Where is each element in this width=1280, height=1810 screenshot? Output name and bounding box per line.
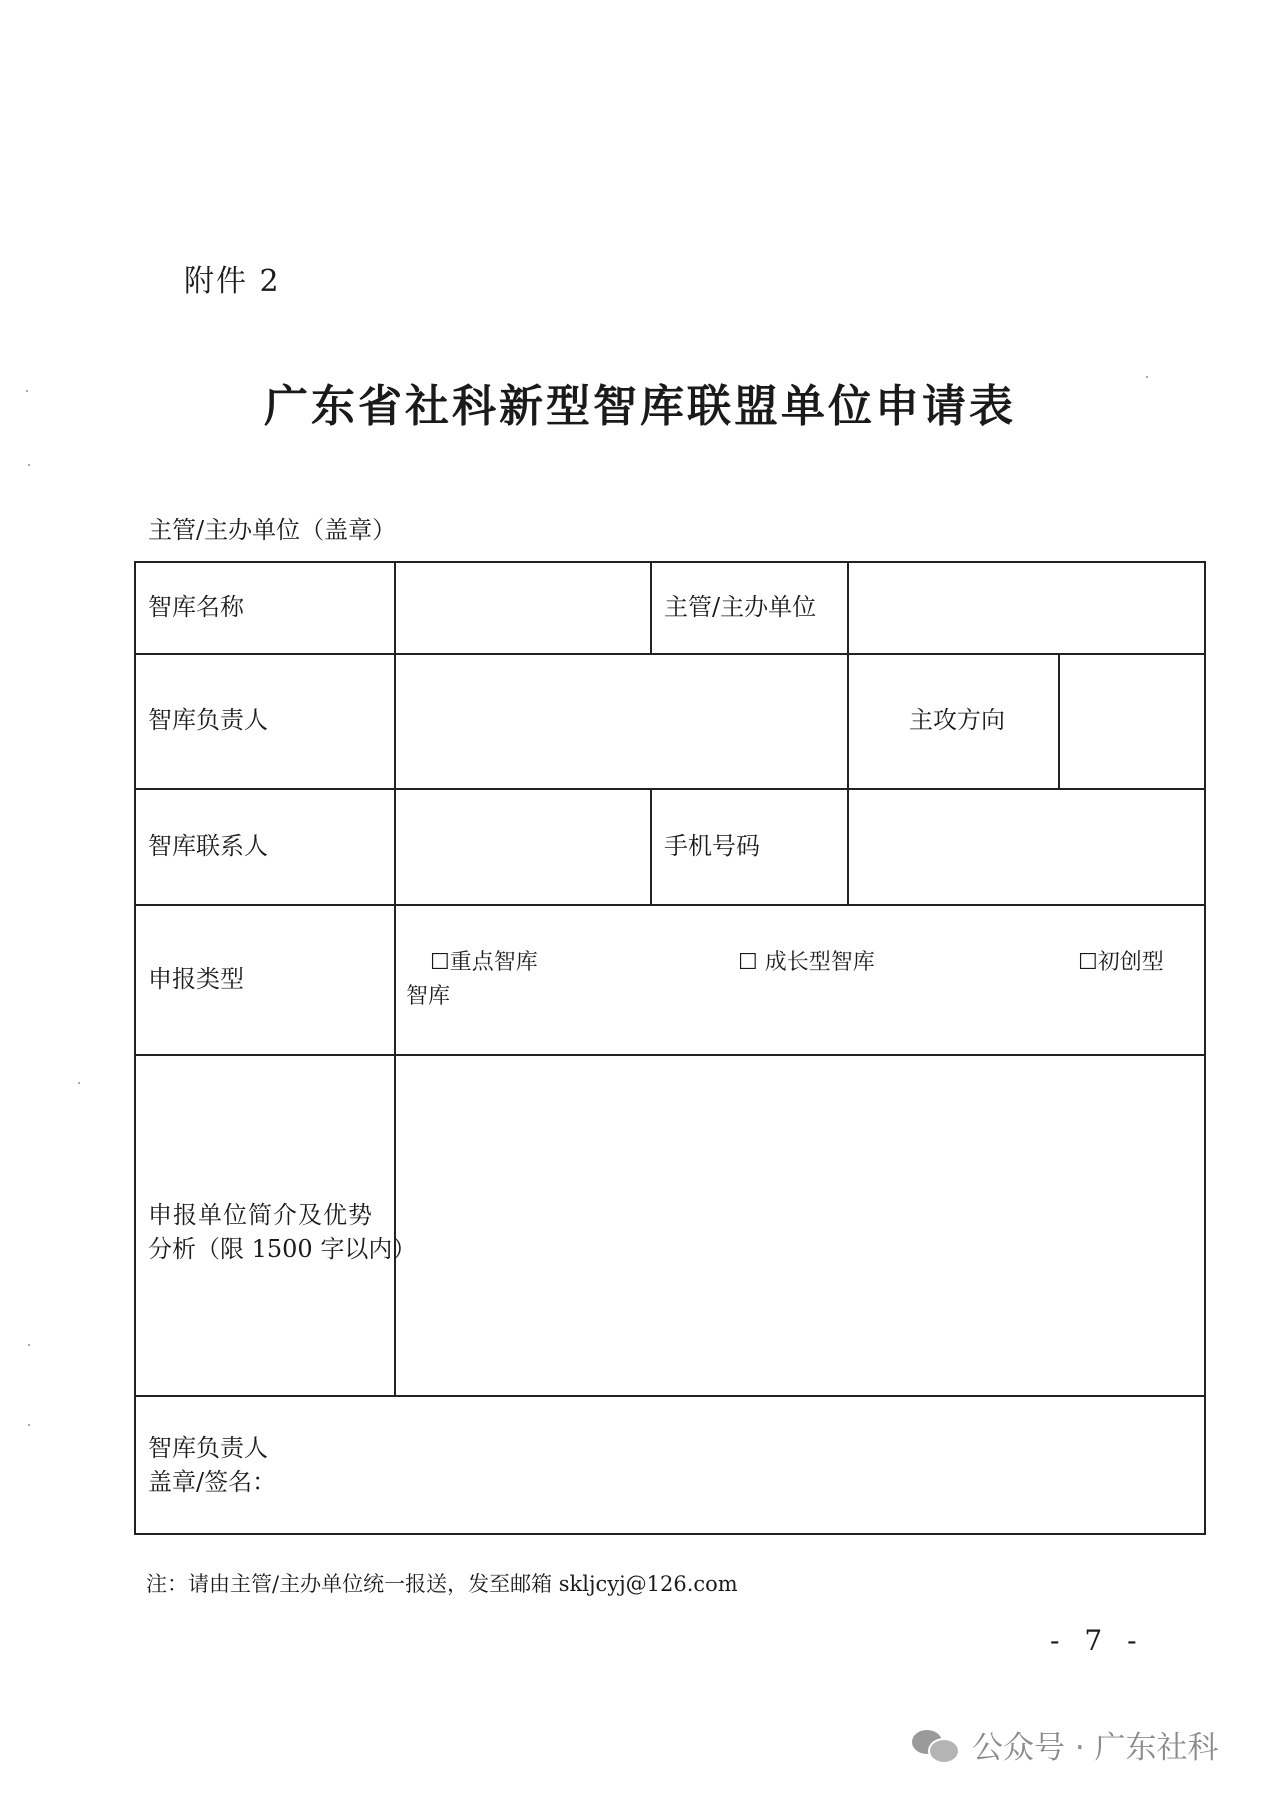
phone-field[interactable] [849, 790, 1204, 904]
type-option-startup[interactable]: ☐初创型 [1078, 950, 1164, 975]
column-divider [650, 788, 652, 904]
application-type-label: 申报类型 [148, 965, 244, 993]
think-tank-name-field[interactable] [396, 563, 650, 653]
scan-speck [78, 1082, 80, 1084]
signature-label-line2: 盖章/签名： [148, 1468, 277, 1496]
wechat-icon [912, 1728, 960, 1762]
phone-label: 手机号码 [664, 832, 760, 860]
type-option-wrap: 智库 [406, 984, 451, 1009]
think-tank-name-label: 智库名称 [148, 593, 244, 621]
attachment-label: 附件 2 [184, 264, 281, 299]
scan-speck [1146, 376, 1148, 378]
signature-label-line1: 智库负责人 [148, 1434, 268, 1462]
org-stamp-label: 主管/主办单位（盖章） [148, 516, 397, 544]
contact-field[interactable] [396, 790, 650, 904]
signature-field[interactable] [396, 1397, 1204, 1533]
type-option-key[interactable]: ☐重点智库 [430, 950, 538, 975]
main-direction-field[interactable] [1060, 655, 1204, 788]
submission-note: 注：请由主管/主办单位统一报送，发至邮箱 skljcyj@126.com [146, 1572, 738, 1596]
scan-speck [26, 390, 28, 392]
scan-speck [28, 464, 30, 466]
supervising-unit-field[interactable] [849, 563, 1204, 653]
main-direction-label: 主攻方向 [909, 706, 1005, 734]
page-title: 广东省社科新型智库联盟单位申请表 [264, 381, 1016, 432]
leader-field[interactable] [396, 655, 847, 788]
intro-field[interactable] [396, 1056, 1204, 1395]
leader-label: 智库负责人 [148, 706, 268, 734]
supervising-unit-label: 主管/主办单位 [664, 593, 817, 621]
intro-label-line2: 分析（限 1500 字以内） [148, 1235, 417, 1263]
row-divider [136, 904, 1204, 906]
watermark-text: 公众号 · 广东社科 [972, 1730, 1219, 1766]
column-divider [650, 563, 652, 653]
application-form-table [134, 561, 1206, 1535]
scan-speck [28, 1344, 30, 1346]
watermark [912, 1722, 1219, 1767]
type-option-growth[interactable]: ☐ 成长型智库 [738, 950, 875, 975]
scan-speck [28, 1424, 30, 1426]
page-number: - 7 - [1050, 1624, 1145, 1657]
contact-label: 智库联系人 [148, 832, 268, 860]
intro-label-line1: 申报单位简介及优势 [148, 1201, 373, 1229]
